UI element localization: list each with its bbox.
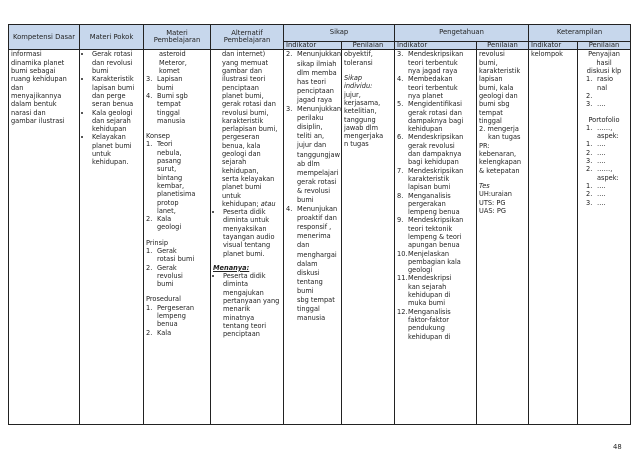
header-kompetensi-dasar: Kompetensi Dasar <box>9 25 80 50</box>
list-item: 3. Menunjukkan perilaku disiplin, teliti an, jujur dan tanggungjaw ab dlm mempelajari gerak rotasi & revolusi bumi <box>286 105 342 204</box>
list-item: 2. Kala <box>146 328 172 337</box>
list-item: 8. Menganalisis pergerakan lempeng benua <box>397 191 460 217</box>
list-item: 11. Mendeskripsi kan sejarah kehidupan di muka bumi <box>397 274 452 308</box>
list-item: 1. Gerak rotasi bumi <box>146 247 195 264</box>
sikap-penilaian-cell: obyektif, toleransi Sikap individu: jujur, kerjasama, ketelitian, tanggung jawab dlm mengerjaka n tugas <box>342 50 395 425</box>
header-pengetahuan-penilaian: Penilaian <box>477 42 529 50</box>
list-item: • Kala geologi dan sejarah kehidupan <box>92 109 141 134</box>
pengetahuan-penilaian-cell: revolusi bumi, karakteristik lapisan bumi, kala geologi dan bumi sbg tempat tinggal 2. mengerja kan tugas PR: kebenaran, kelengkapan & ketepatan Tes UH:uraian UTS: PG UAS: PG <box>477 50 529 425</box>
header-keterampilan-penilaian: Penilaian <box>578 42 631 50</box>
list-item: 2. Kala geologi <box>146 215 182 232</box>
list-item: 2. Gerak revolusi bumi <box>146 263 183 289</box>
list-item: 12. Menganalisis faktor-faktor pendukung kehidupan di <box>397 307 451 341</box>
list-item: 7. Mendeskripsikan karakteristik lapisan bumi <box>397 166 464 192</box>
prosedural-heading: Prosedural <box>146 295 181 304</box>
alternatif-pembelajaran-cell: dan internet) yang memuat gambar dan ilustrasi teori penciptaan planet bumi, gerak rotasi dan revolusi bumi, karakteristik perlapisan bumi, pergeseran benua, kala geologi dan sejarah kehidupan, serta kelayakan planet bumi untuk kehidupan; atau • Peserta didik diminta untuk menyaksikan tayangan audio visual tentang planet bumi. Menanya: • Peserta didik diminta mengajukan pertanyaan yang menarik minatnya tentang teori penciptaan <box>211 50 284 425</box>
syllabus-table <box>8 24 631 425</box>
prinsip-heading: Prinsip <box>146 238 169 247</box>
list-item: 10. Menjelaskan pembagian kala geologi <box>397 249 461 275</box>
kompetensi-dasar-cell: informasi dinamika planet bumi sebagai ruang kehidupan dan menyajikannya dalam bentuk narasi dan gambar ilustrasi <box>9 50 80 425</box>
table-row <box>9 50 631 425</box>
list-item: 3. Mendeskripsikan teori terbentuk nya jagad raya <box>397 50 464 76</box>
keterampilan-penilaian-cell: Penyajian hasil diskusi klp 1. rasio nal 2. 3. …. Portofolio 1. ……, aspek: 1. …. 2. …. 3. …. 2. ……, aspek: 1. …. 2. …. 3. …. <box>578 50 631 425</box>
header-materi-pembelajaran: Materi Pembelajaran <box>144 25 211 50</box>
header-keterampilan: Keterampilan <box>529 25 631 42</box>
list-item: 6. Mendeskripsikan gerak revolusi dan dampaknya bagi kehidupan <box>397 133 464 167</box>
header-keterampilan-indikator: Indikator <box>529 42 578 50</box>
list-item: • Gerak rotasi dan revolusi bumi <box>92 50 141 75</box>
materi-pokok-cell <box>80 50 144 425</box>
list-item: • Peserta didik diminta mengajukan pertanyaan yang menarik minatnya tentang teori penciptaan <box>223 272 281 338</box>
list-item: • Karakteristik lapisan bumi dan perge seran benua <box>92 75 141 108</box>
list-item: 5. Mengidentifikasi gerak rotasi dan dampaknya bagi kehidupan <box>397 100 464 134</box>
header-pengetahuan-indikator: Indikator <box>395 42 477 50</box>
konsep-heading: Konsep <box>146 132 170 141</box>
list-item: • Kelayakan planet bumi untuk kehidupan. <box>92 133 141 166</box>
list-item: 1. Teori nebula, pasang surut, bintang kembar, planetisima protop lanet, <box>146 140 196 215</box>
list-item: 2. Menunjukkan sikap ilmiah dlm memba has teori penciptaan jagad raya <box>286 50 342 104</box>
list-item: 4. Menunjukan proaktif dan responsif , menerima dan menghargai dalam diskusi tentang bumi sbg tempat tinggal manusia <box>286 205 338 323</box>
list-item: 3. Lapisan bumi <box>146 75 183 92</box>
page-number: 48 <box>613 443 622 451</box>
header-materi-pokok: Materi Pokok <box>80 25 144 50</box>
list-item: 9. Mendeskripsikan teori tektonik lempeng & teori apungan benua <box>397 216 464 250</box>
header-sikap: Sikap <box>284 25 395 42</box>
header-alternatif-pembelajaran: Alternatif Pembelajaran <box>211 25 284 50</box>
sikap-indikator-cell <box>284 50 342 425</box>
list-item: 4. Bumi sgb tempat tinggal manusia <box>146 91 188 125</box>
list-item: • Peserta didik diminta untuk menyaksikan tayangan audio visual tentang planet bumi. <box>223 208 281 258</box>
pengetahuan-indikator-cell <box>395 50 477 425</box>
header-pengetahuan: Pengetahuan <box>395 25 529 42</box>
header-sikap-indikator: Indikator <box>284 42 342 50</box>
menanya-heading: Menanya: <box>213 263 250 272</box>
materi-pembelajaran-cell: asteroid Meteror, komet 3. Lapisan bumi 4. Bumi sgb tempat tinggal manusia Konsep 1. Teori nebula, pasang surut, bintang kembar, planetisima protop lanet, 2. Kala geologi Prinsip 1. Gerak rotasi bumi 2. Gerak revolusi bumi Prosedural 1. Pergeseran lempeng benua 2. Kala <box>144 50 211 425</box>
list-item: 1. Pergeseran lempeng benua <box>146 303 195 329</box>
keterampilan-indikator-cell: kelompok <box>529 50 578 425</box>
list-item: 4. Membedakan teori terbentuk nya planet <box>397 75 458 100</box>
header-sikap-penilaian: Penilaian <box>342 42 395 50</box>
